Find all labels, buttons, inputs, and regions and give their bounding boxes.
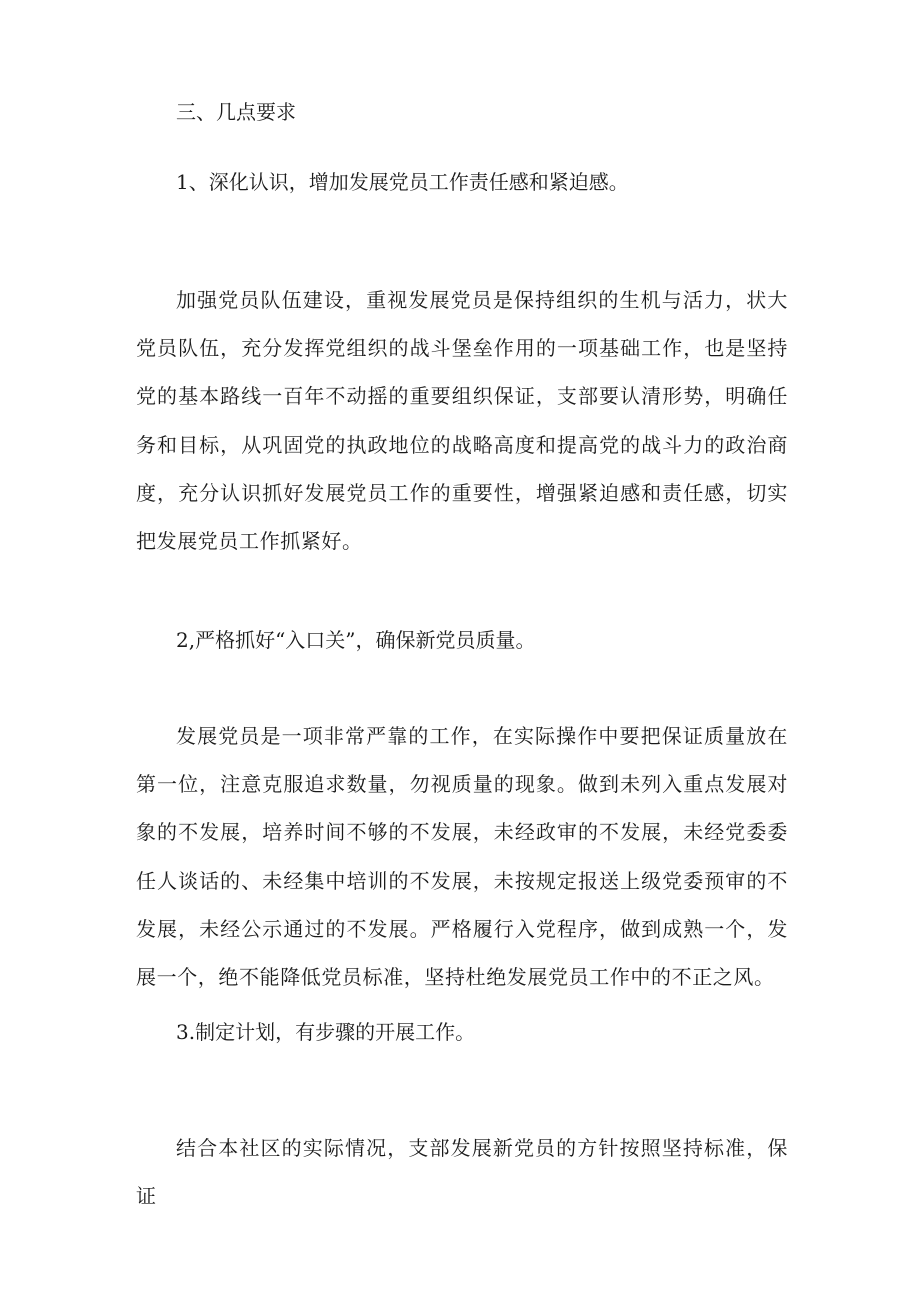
item-2-heading: 2,严格抓好“入口关”，确保新党员质量。 (176, 628, 536, 652)
item-3-heading: 3.制定计划，有步骤的开展工作。 (176, 1020, 476, 1044)
item-3-body: 结合本社区的实际情况，支部发展新党员的方针按照坚持标准，保证 (136, 1136, 788, 1209)
item-1-body: 加强党员队伍建设，重视发展党员是保持组织的生机与活力，状大党员队伍，充分发挥党组织的战斗堡垒作用的一项基础工作，也是坚持党的基本路线一百年不动摇的重要组织保证，支部要认清形势，明确任务和目标，从巩固党的执政地位的战略高度和提高党的战斗力的政治商度，充分认识抓好发展党员工作的重要性，增强紧迫感和责任感，切实把发展党员工作抓紧好。 (136, 288, 788, 554)
item-2-body: 发展党员是一项非常严靠的工作，在实际操作中要把保证质量放在第一位，注意克服追求数量，勿视质量的现象。做到未列入重点发展对象的不发展，培养时间不够的不发展，未经政审的不发展，未经党委委任人谈话的、未经集中培训的不发展，未按规定报送上级党委预审的不发展，未经公示通过的不发展。严格履行入党程序，做到成熟一个，发展一个，绝不能降低党员标准，坚持杜绝发展党员工作中的不正之风。 (136, 724, 788, 990)
item-1-heading: 1、深化认识，增加发展党员工作责任感和紧迫感。 (176, 170, 629, 194)
section-title: 三、几点要求 (176, 100, 296, 124)
